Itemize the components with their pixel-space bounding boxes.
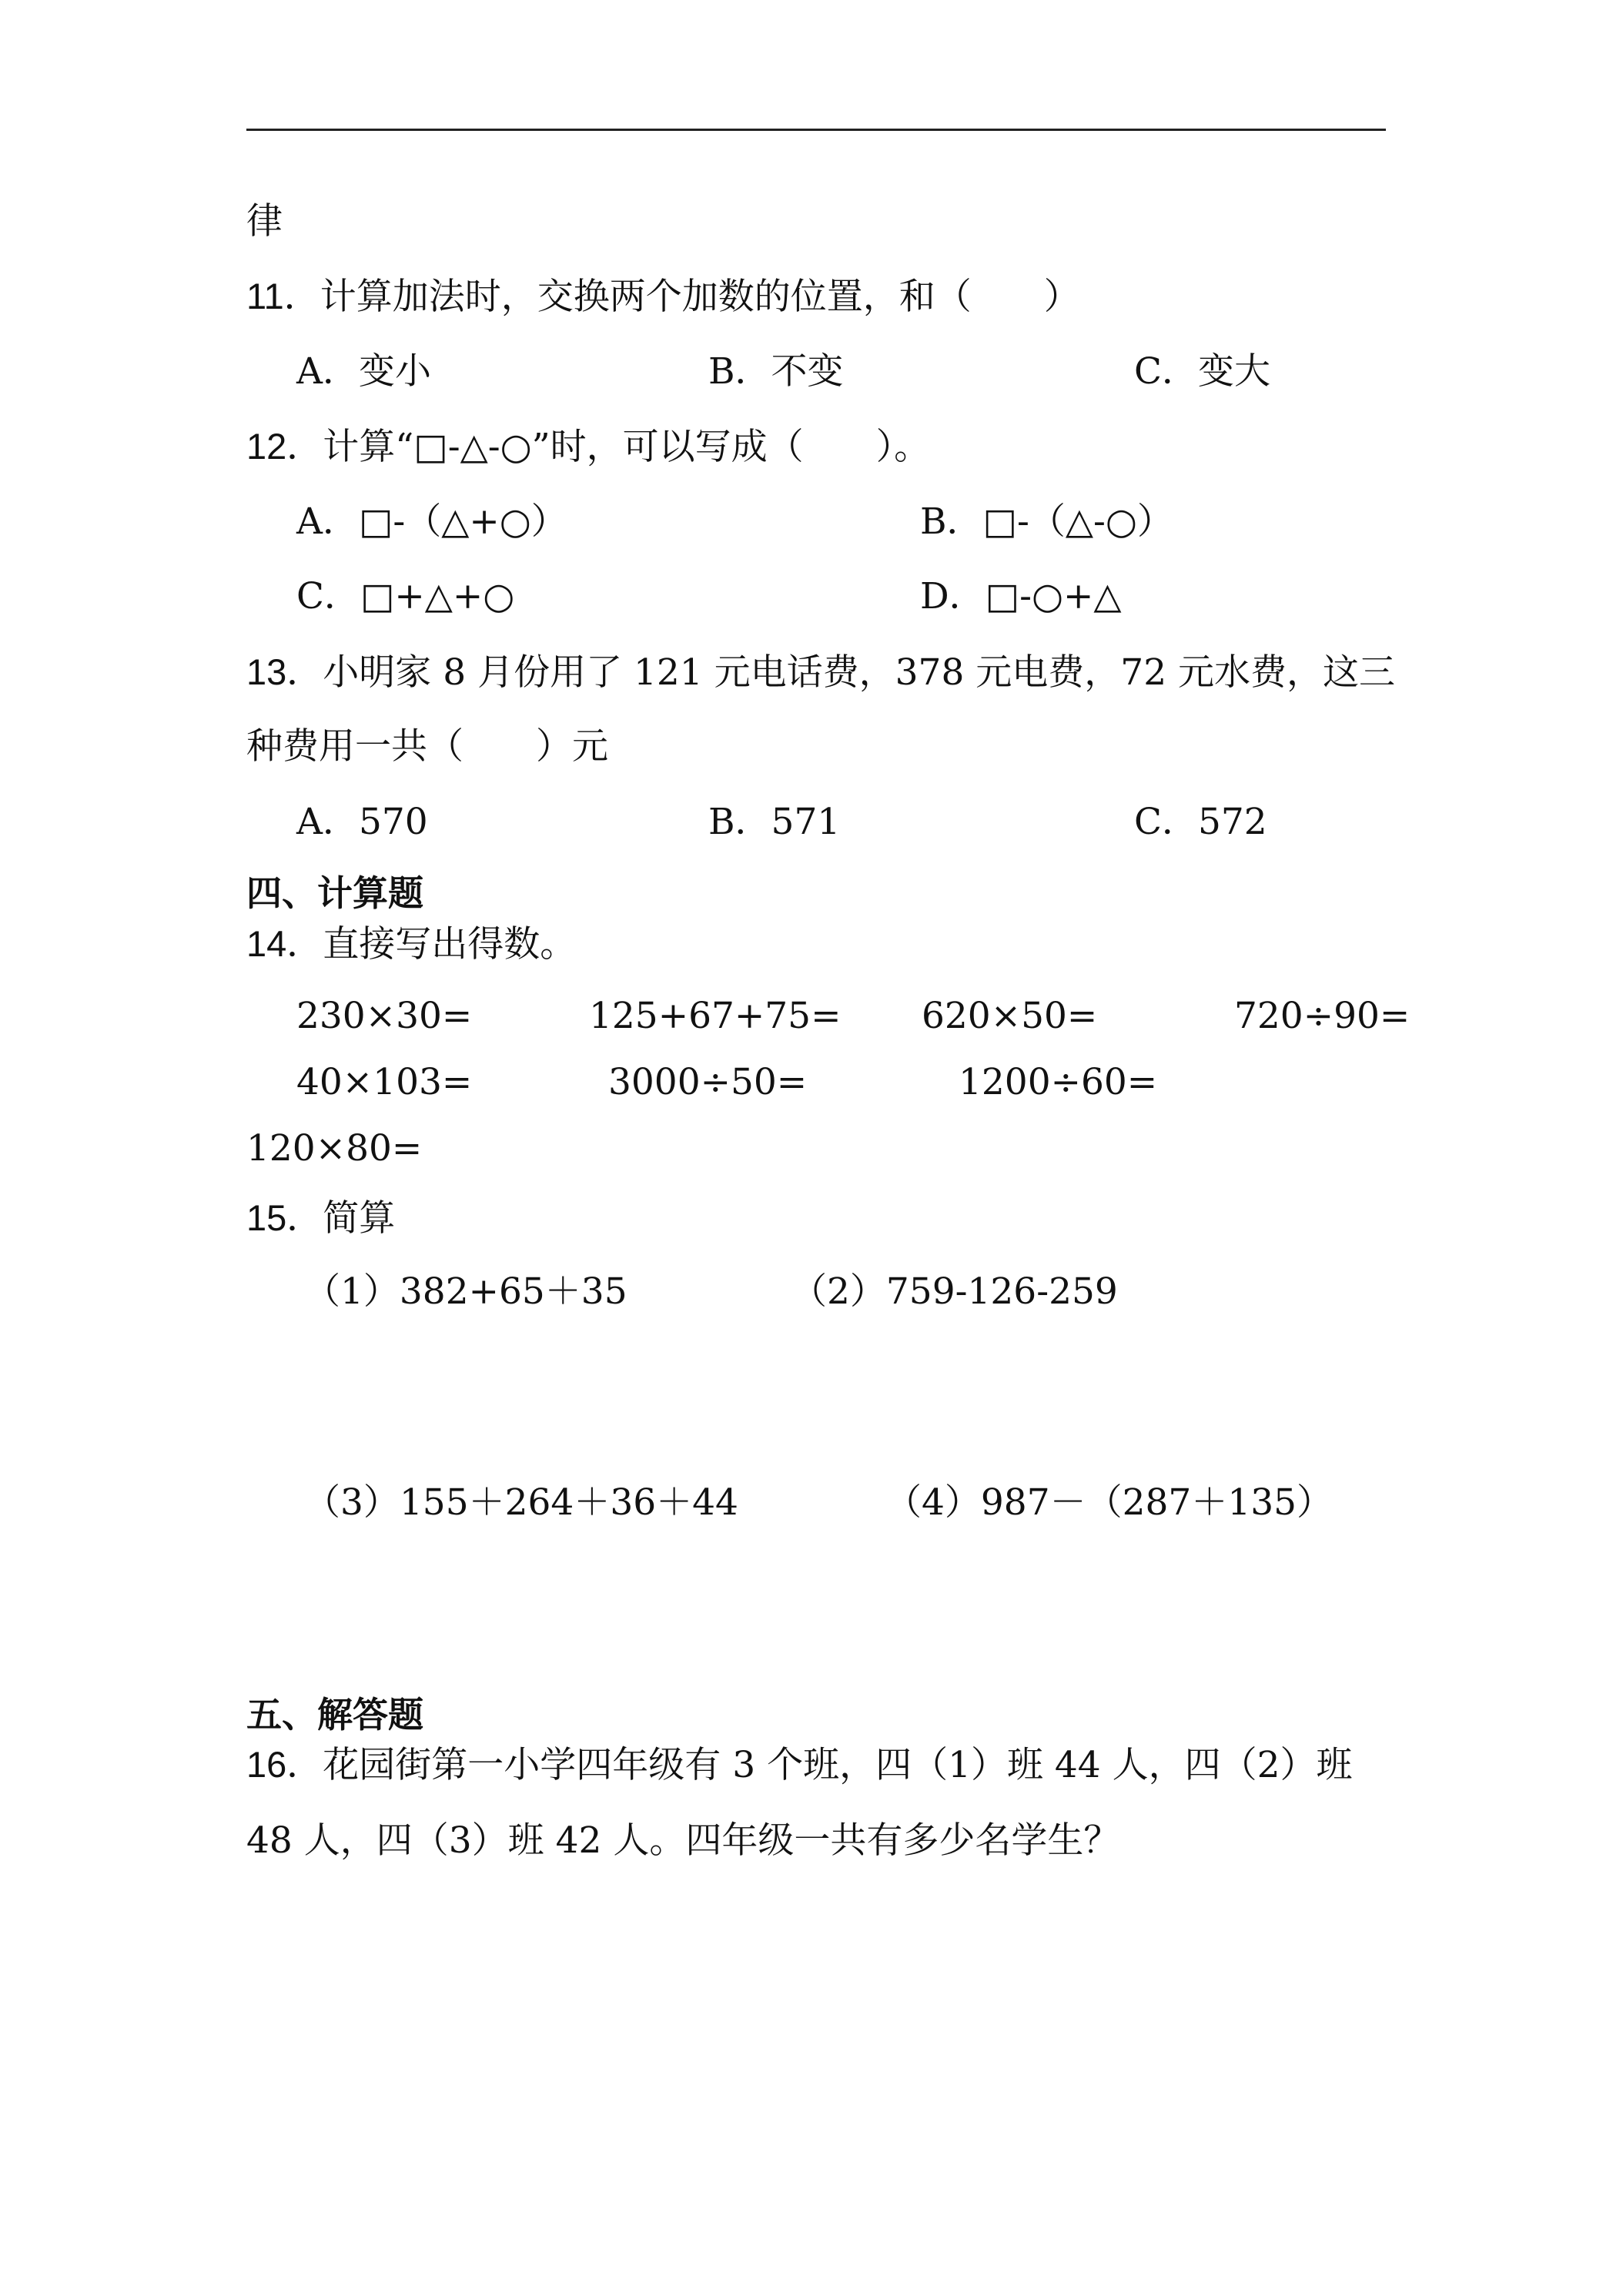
q11-option-c: C．变大 xyxy=(1134,350,1270,393)
question-text: 计算加法时，交换两个加数的位置，和（ ） xyxy=(320,276,1080,318)
carryover-text: 律 xyxy=(246,200,283,243)
question-15 xyxy=(246,1195,395,1242)
q11-option-a: A．变小 xyxy=(296,350,431,393)
q15-item-3: （3）155＋264＋36＋44 xyxy=(304,1481,738,1524)
question-number: 13． xyxy=(246,651,323,692)
q12-option-c: C．□+△+○ xyxy=(296,575,515,618)
question-number: 15． xyxy=(246,1197,323,1238)
question-text: 花园街第一小学四年级有 3 个班，四（1）班 44 人，四（2）班 xyxy=(323,1744,1353,1786)
q12-option-b: B．□-（△-○） xyxy=(920,500,1173,543)
section-title-4: 四、计算题 xyxy=(246,872,423,914)
q14-expr: 1200÷60= xyxy=(959,1061,1158,1103)
q14-expr: 125+67+75= xyxy=(589,995,842,1037)
q11-option-b: B．不变 xyxy=(708,350,844,393)
question-13 xyxy=(246,649,1395,696)
question-11 xyxy=(246,273,1080,320)
q14-expr: 3000÷50= xyxy=(608,1061,808,1103)
question-16 xyxy=(246,1742,1353,1789)
section-title-5: 五、解答题 xyxy=(246,1694,423,1735)
q14-expr: 120×80= xyxy=(246,1127,423,1170)
question-text: 计算“□-△-○”时，可以写成（ ）。 xyxy=(323,426,931,468)
q12-option-d: D．□-○+△ xyxy=(920,575,1122,618)
question-16-line2: 48 人，四（3）班 42 人。四年级一共有多少名学生？ xyxy=(246,1819,1120,1862)
q13-option-a: A．570 xyxy=(296,801,428,843)
question-text: 简算 xyxy=(323,1197,396,1240)
question-number: 12． xyxy=(246,426,323,467)
header-rule xyxy=(246,129,1386,131)
question-number: 14． xyxy=(246,923,323,964)
q14-expr: 40×103= xyxy=(296,1061,473,1103)
q15-item-4: （4）987－（287＋135） xyxy=(885,1481,1334,1524)
question-text: 小明家 8 月份用了 121 元电话费，378 元电费，72 元水费，这三 xyxy=(323,651,1396,694)
question-13-line2: 种费用一共（ ）元 xyxy=(246,725,608,768)
q15-item-2: （2）759-126-259 xyxy=(791,1270,1118,1313)
question-14 xyxy=(246,921,576,968)
q14-expr: 620×50= xyxy=(922,995,1098,1037)
question-text: 直接写出得数。 xyxy=(323,923,577,966)
q15-item-1: （1）382+65＋35 xyxy=(304,1270,627,1313)
q13-option-b: B．571 xyxy=(708,801,841,843)
question-12 xyxy=(246,423,930,470)
q14-expr: 720÷90= xyxy=(1234,995,1411,1037)
q12-option-a: A．□-（△+○） xyxy=(296,500,567,543)
q14-expr: 230×30= xyxy=(296,995,473,1037)
question-number: 16． xyxy=(246,1744,323,1785)
q13-option-c: C．572 xyxy=(1134,801,1267,843)
question-number: 11． xyxy=(246,276,320,316)
